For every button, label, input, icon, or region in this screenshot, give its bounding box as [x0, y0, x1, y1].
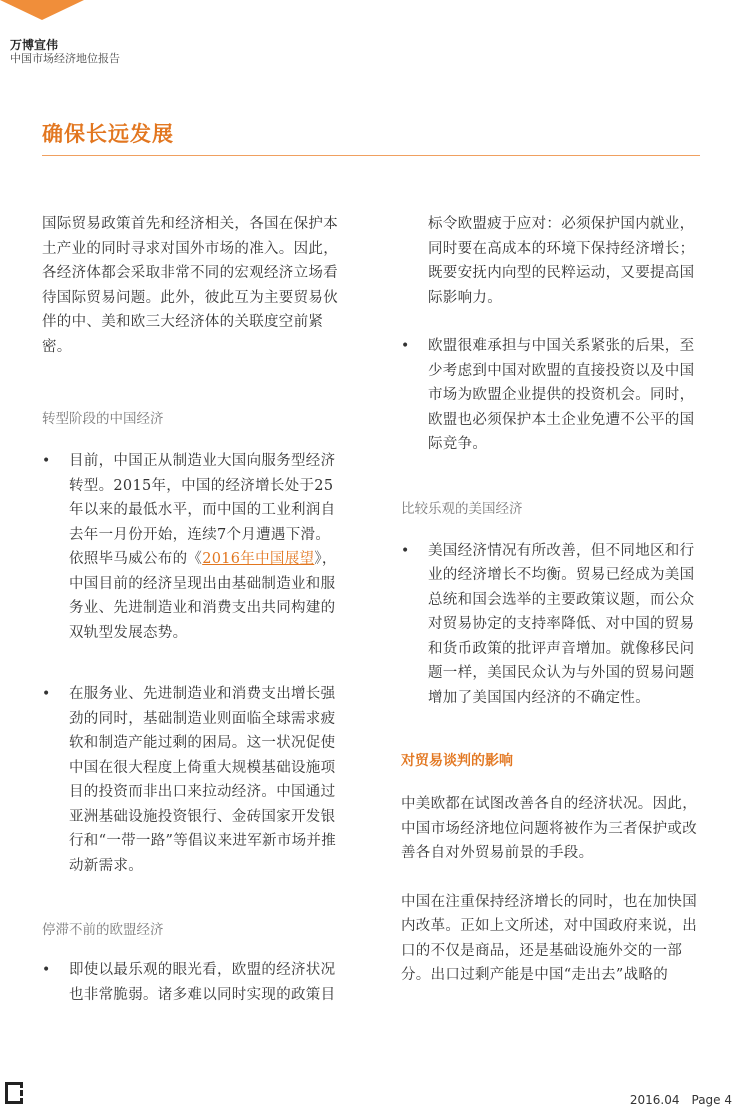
- left-column: [42, 212, 342, 1007]
- bullet-text: 在服务业、先进制造业和消费支出增长强劲的同时，基础制造业则面临全球需求疲软和制造产能过剩的困局。这一状况促使中国在很大程度上倚重大规模基础设施项目的投资而非出口来拉动经济。中国通过亚洲基础设施投资银行、金砖国家开发银行和“一带一路”等倡议来进军新市场并推动新需求。: [69, 686, 337, 874]
- trade-paragraph-1: 中美欧都在试图改善各自的经济状况。因此，中国市场经济地位问题将被作为三者保护或改善各自对外贸易前景的手段。: [401, 796, 697, 861]
- page-number: Page 4: [691, 1093, 732, 1107]
- bullet-text: 标令欧盟疲于应对：必须保护国内就业，同时要在高成本的环境下保持经济增长；既要安抚内向型的民粹运动，又要提高国际影响力。: [428, 216, 695, 306]
- corner-triangle-decoration: [0, 0, 84, 20]
- footer-info: [630, 1093, 732, 1107]
- bullet-dot: •: [42, 453, 51, 469]
- heading-china-economy: 转型阶段的中国经济: [42, 411, 164, 427]
- bullet-item: [42, 958, 342, 1007]
- bullet-text: 美国经济情况有所改善，但不同地区和行业的经济增长不均衡。贸易已经成为美国总统和国会选举的主要政策议题，而公众对贸易协定的支持率降低、对中国的贸易和货币政策的批评声音增加。就像移民问题一样，美国民众认为与外国的贸易问题增加了美国国内经济的不确定性。: [428, 542, 695, 706]
- bullet-item: [401, 539, 701, 711]
- heading-eu-economy: 停滞不前的欧盟经济: [42, 922, 164, 938]
- heading-us-economy: 比较乐观的美国经济: [401, 500, 523, 517]
- bullet-item: [42, 682, 342, 878]
- bullet-text: [69, 449, 342, 645]
- brand-block: [10, 38, 120, 66]
- bullet-continuation: [401, 212, 701, 310]
- heading-trade-impact: 对贸易谈判的影响: [401, 753, 513, 769]
- intro-paragraph: 国际贸易政策首先和经济相关，各国在保护本土产业的同时寻求对国外市场的准入。因此，各经济体都会采取非常不同的宏观经济立场看待国际贸易问题。此外，彼此互为主要贸易伙伴的中、美和欧三大经济体的关联度空前紧密。: [42, 216, 338, 355]
- logo-bracket-icon: [5, 1082, 23, 1104]
- bullet-item: [401, 334, 701, 457]
- title-divider: [42, 155, 700, 156]
- outlook-2016-link[interactable]: 2016年中国展望: [202, 551, 315, 567]
- bullet-item: [42, 449, 342, 645]
- section-title: 确保长远发展: [42, 122, 174, 146]
- report-date: 2016.04: [629, 1093, 680, 1107]
- bullet-dot: •: [42, 686, 51, 702]
- report-subtitle: 中国市场经济地位报告: [10, 52, 120, 65]
- bullet-dot: •: [401, 338, 410, 354]
- bullet-text-part: 目前，中国正从制造业大国向服务型经济转型。2015年，中国的经济增长处于25年以来的最低水平，而中国的工业利润自去年一月份开始，连续7个月遭遇下滑。依照毕马威公布的《: [69, 453, 336, 567]
- bullet-dot: •: [401, 542, 410, 559]
- bullet-dot: •: [42, 962, 51, 978]
- trade-paragraph-2: 中国在注重保持经济增长的同时，也在加快国内改革。正如上文所述，对中国政府来说，出口的不仅是商品，还是基础设施外交的一部分。出口过剩产能是中国“走出去”战略的: [401, 893, 697, 983]
- bullet-text: 即使以最乐观的眼光看，欧盟的经济状况也非常脆弱。诸多难以同时实现的政策目: [69, 962, 336, 1003]
- bullet-text: 欧盟很难承担与中国关系紧张的后果，至少考虑到中国对欧盟的直接投资以及中国市场为欧盟企业提供的投资机会。同时，欧盟也必须保护本土企业免遭不公平的国际竞争。: [428, 338, 695, 452]
- bullet-text-part: 》，中国目前的经济呈现出由基础制造业和服务业、先进制造业和消费支出共同构建的双轨型发展态势。: [69, 551, 337, 641]
- right-column: [401, 212, 701, 988]
- brand-name: 万博宣伟: [10, 38, 59, 52]
